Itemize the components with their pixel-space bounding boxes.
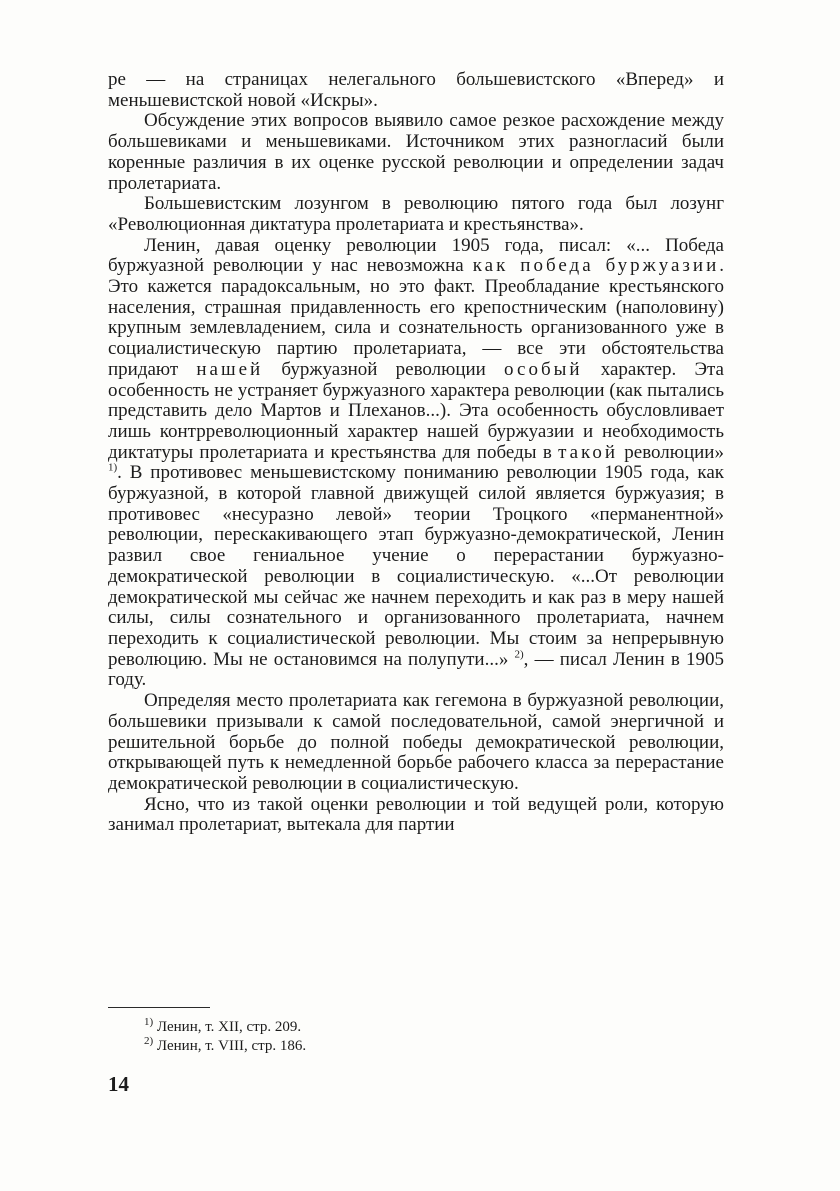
text-run: . Это кажется парадоксальным, но это факт. Преобладание крестьянского населения, страшная придавленность его крепостническим (наполовину) крупным землевладением, сила и сознательность организованного уже в социалистическую партию пролетариата, — все эти обстоятельства придают [108,255,724,380]
paragraph-5: Определяя место пролетариата как гегемона в буржуазной революции, большевики призывали к самой последовательной, самой энергичной и решительной борьбе до полной победы демократической революции, открывающей путь к немедленной борьбе рабочего класса за перерастание демократической революции в социалистическую. [108,690,724,794]
paragraph-4-lenin-quote [108,236,724,691]
text-run: Ленин, давая оценку революции 1905 года, писал: «... Победа буржуазной революции у нас невозможна [108,234,724,277]
footnote-text: Ленин, т. VIII, стр. 186. [156,1038,307,1054]
paragraph-3: Большевистским лозунгом в революцию пятого года был лозунг «Революционная диктатура пролетариата и крестьянства». [108,193,724,235]
text-run: характер. Эта особенность не устраняет буржуазного характера революции (как пытались представить дело Мартов и Плеханов...). Эта особенность обусловливает лишь контрреволюционный характер нашей буржуазии и необходимость диктатуры пролетариата и крестьянства для победы в [108,358,724,463]
footnote-marker: 1) [144,1016,154,1028]
page-number: 14 [108,1072,129,1096]
emphasis-run: как победа буржуазии [472,255,720,277]
emphasis-run: нашей [196,358,264,380]
emphasis-run: такой [558,441,618,463]
footnote-divider [108,1007,210,1008]
footnote-ref-2: 2) [514,648,524,661]
paragraph-2: Обсуждение этих вопросов выявило самое резкое расхождение между большевиками и меньшевиками. Источником этих разногласий были коренные различия в их оценке русской революции и определении задач пролетариата. [108,110,724,194]
footnote-text: Ленин, т. XII, стр. 209. [156,1019,302,1035]
text-run: буржуазной революции [263,358,505,380]
footnote-marker: 2) [144,1035,154,1047]
footnote-1 [144,1018,544,1037]
text-run: . В противовес меньшевистскому пониманию революции 1905 года, как буржуазной, в которой главной движущей силой является буржуазия; в противовес «несуразно левой» теории Троцкого «перманентной» революции, перескакивающего этап буржуазно-демократической, Ленин развил свое гениальное учение о перерастании буржуазно-демократической революции в социалистическую. «...От революции демократической мы сейчас же начнем переходить и как раз в меру нашей силы, силы сознательного и организованного пролетариата, начнем переходить к социалистической революции. Мы стоим за непрерывную революцию. Мы не остановимся на полупути...» [108,462,724,670]
text-run: , — писал Ленин в 1905 году. [108,648,724,691]
footnote-ref-1: 1) [108,462,118,475]
emphasis-run: особый [504,358,583,380]
text-run: революции» [617,441,724,463]
main-text [108,70,724,836]
footnotes [144,1018,544,1056]
paragraph-6: Ясно, что из такой оценки революции и той ведущей роли, которую занимал пролетариат, вытекала для партии [108,793,724,836]
footnote-2 [144,1037,544,1056]
paragraph-1: ре — на страницах нелегального большевистского «Вперед» и меньшевистской новой «Искры». [108,69,724,111]
